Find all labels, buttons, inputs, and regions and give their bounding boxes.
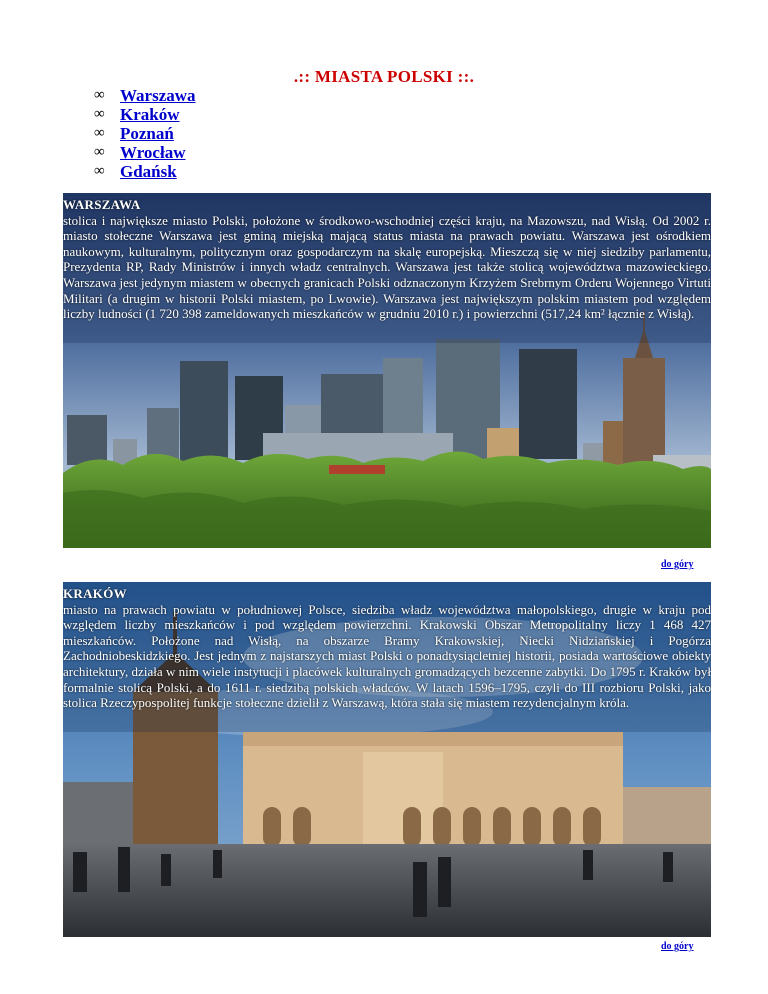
section-body: stolica i największe miasto Polski, położone w środkowo-wschodniej części kraju, na Mazowszu, nad Wisłą. Od 2002 r. miasto stołeczne Warszawa jest gminą miejską mającą status miasta na prawach powiatu. Warszawa jest ośrodkiem naukowym, kulturalnym, politycznym oraz gospodarczym na skalę europejską. Mieszczą się w niej siedziby parlamentu, Prezydenta RP, Rady Ministrów i innych władz centralnych. Warszawa jest także stolicą województwa mazowieckiego. Warszawa jest jedynym miastem w obecnych granicach Polski odznaczonym Krzyżem Srebrnym Orderu Wojennego Virtuti Militari (a drugim w historii Polski miastem, po Lwowie). Warszawa jest największym polskim miastem pod względem liczby ludności (1 720 398 zameldowanych mieszkańców w grudniu 2010 r.) i powierzchni (517,24 km² łącznie z Wisłą). xyxy=(63,212,711,322)
infinity-bullet-icon: ∞ xyxy=(94,163,105,179)
nav-item-krakow xyxy=(94,105,196,124)
warszawa-section xyxy=(63,193,711,548)
nav-item-poznan xyxy=(94,124,196,143)
nav-item-warszawa xyxy=(94,86,196,105)
city-nav-list xyxy=(94,86,196,181)
nav-link-wroclaw[interactable]: Wrocław xyxy=(120,143,186,162)
krakow-section xyxy=(63,582,711,937)
nav-link-gdansk[interactable]: Gdańsk xyxy=(120,162,177,181)
section-body: miasto na prawach powiatu w południowej Polsce, siedziba władz województwa małopolskiego, drugie w kraju pod względem liczby mieszkańców i pod względem powierzchni. Krakowski Obszar Metropolitalny liczy 1 468 427 mieszkańców. Położone nad Wisłą, na obszarze Bramy Krakowskiej, Niecki Nidziańskiej i Pogórza Zachodniobeskidzkiego. Jest jednym z najstarszych miast Polski o ponadtysiącletniej historii, posiada wartościowe obiekty architektury, działa w nim wiele instytucji i placówek kulturalnych gromadzących bezcenne zabytki. Do 1795 r. Kraków był formalnie stolicą Polski, a do 1611 r. siedzibą polskich władców. W latach 1596–1795, czyli do III rozbioru Polski, jako stolica Rzeczypospolitej funkcje stołeczne dzielił z Warszawą, która stała się miastem rezydencjalnym króla. xyxy=(63,601,711,711)
nav-link-poznan[interactable]: Poznań xyxy=(120,124,174,143)
nav-link-krakow[interactable]: Kraków xyxy=(120,105,180,124)
infinity-bullet-icon: ∞ xyxy=(94,144,105,160)
nav-item-gdansk xyxy=(94,162,196,181)
warszawa-text-block xyxy=(63,193,711,322)
infinity-bullet-icon: ∞ xyxy=(94,106,105,122)
krakow-text-block xyxy=(63,582,711,711)
nav-link-warszawa[interactable]: Warszawa xyxy=(120,86,196,105)
section-heading: WARSZAWA xyxy=(63,197,141,212)
section-heading: KRAKÓW xyxy=(63,586,127,601)
page-title: .:: MIASTA POLSKI ::. xyxy=(293,67,475,86)
infinity-bullet-icon: ∞ xyxy=(94,125,105,141)
back-to-top-link[interactable]: do góry xyxy=(661,559,694,570)
infinity-bullet-icon: ∞ xyxy=(94,87,105,103)
nav-item-wroclaw xyxy=(94,143,196,162)
back-to-top-link[interactable]: do góry xyxy=(661,941,694,952)
